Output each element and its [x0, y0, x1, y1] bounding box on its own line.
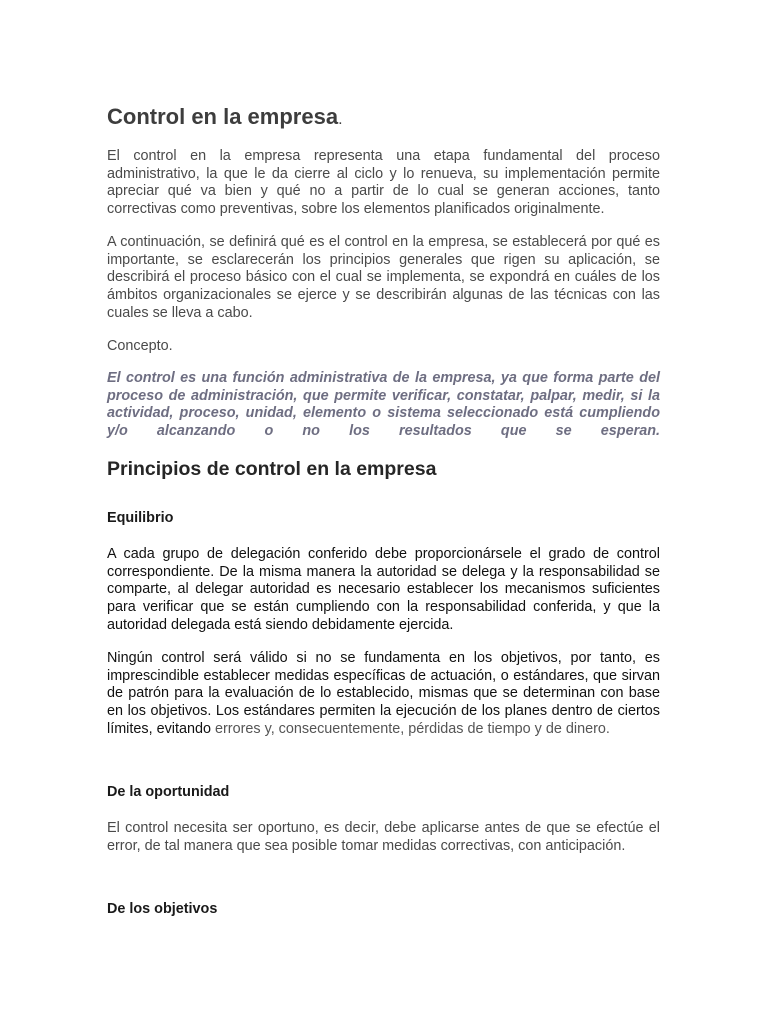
oportunidad-paragraph: El control necesita ser oportuno, es decir, debe aplicarse antes de que se efectúe el error, de tal manera que sea posible tomar medidas correctivas, con anticipación.	[107, 820, 660, 854]
equilibrio-paragraph-2-tail: errores y, consecuentemente, pérdidas de tiempo y de dinero.	[210, 720, 610, 737]
equilibrio-paragraph-1: A cada grupo de delegación conferido debe proporcionársele el grado de control correspondiente. De la misma manera la autoridad se delega y la responsabilidad se comparte, al delegar autoridad es necesario establecer los mecanismos suficientes para verificar que se están cumpliendo con la responsabilidad conferida, y que la autoridad delegada está siendo debidamente ejercida.	[107, 546, 660, 633]
equilibrio-paragraph-2-main: Ningún control será válido si no se fundamenta en los objetivos, por tanto, es imprescindible establecer medidas específicas de actuación, o estándares, que sirvan de patrón para la evaluación de lo establecido, mismas que se determinan con base en los objetivos. Los estándares permiten la ejecución de los planes dentro de ciertos límites, evitando	[107, 650, 660, 737]
intro-paragraph-2: A continuación, se definirá qué es el control en la empresa, se establecerá por qué es importante, se esclarecerán los principios generales que rigen su aplicación, se describirá el proceso básico con el cual se implementa, se expondrá en cuáles de los ámbitos organizacionales se ejerce y se describirán algunas de las técnicas con las cuales se lleva a cabo.	[107, 234, 660, 321]
concept-label: Concepto.	[107, 338, 173, 354]
equilibrio-paragraph-2	[107, 650, 660, 739]
section-heading-principles: Principios de control en la empresa	[107, 458, 437, 480]
intro-paragraph-1: El control en la empresa representa una etapa fundamental del proceso administrativo, la que le da cierre al ciclo y lo renueva, su implementación permite apreciar qué va bien y qué no a partir de lo cual se generan acciones, tanto correctivas como preventivas, sobre los elementos planificados originalmente.	[107, 148, 660, 218]
subheading-equilibrio: Equilibrio	[107, 510, 174, 526]
subheading-oportunidad: De la oportunidad	[107, 784, 230, 800]
document-title	[107, 104, 343, 130]
title-period: .	[338, 111, 343, 128]
concept-definition: El control es una función administrativa de la empresa, ya que forma parte del proceso de administración, que permite verificar, constatar, palpar, medir, si la actividad, proceso, unidad, elemento o sistema seleccionado está cumpliendo y/o alcanzando o no los resultados que se esperan.	[107, 370, 660, 440]
title-text: Control en la empresa	[107, 104, 339, 129]
subheading-objetivos: De los objetivos	[107, 901, 218, 917]
